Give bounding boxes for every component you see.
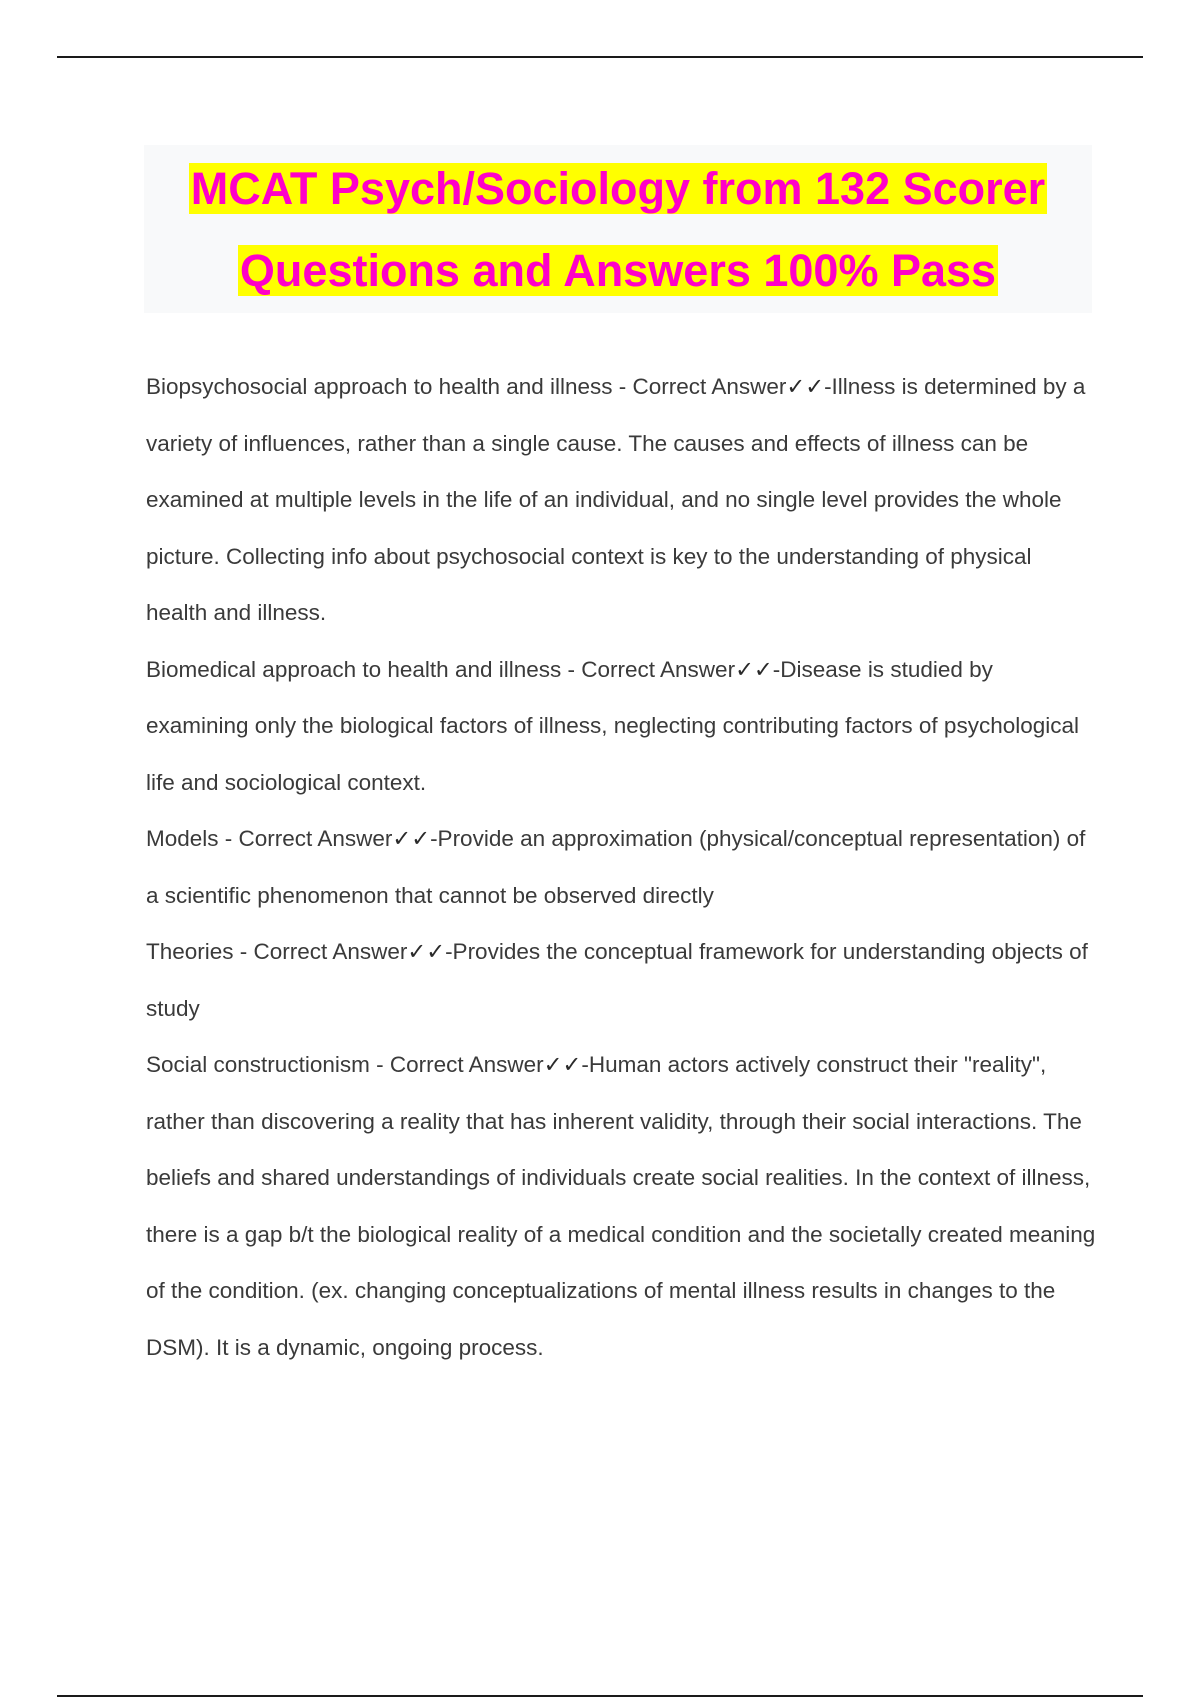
qa-list bbox=[146, 359, 1096, 1376]
bottom-rule bbox=[57, 1695, 1143, 1697]
qa-separator: - Correct Answer bbox=[612, 374, 787, 399]
qa-answer: -Disease is studied by examining only the biological factors of illness, neglecting contributing factors of psychological life and sociological context. bbox=[146, 656, 1080, 795]
qa-separator: - Correct Answer bbox=[369, 1052, 544, 1077]
qa-separator: - Correct Answer bbox=[218, 826, 393, 851]
checkmark-icon: ✓✓ bbox=[786, 374, 825, 399]
title-line-1-text: MCAT Psych/Sociology from 132 Scorer bbox=[190, 163, 1046, 214]
qa-entry-biopsychosocial bbox=[146, 359, 1096, 642]
qa-term: Biopsychosocial approach to health and illness bbox=[146, 374, 613, 399]
qa-answer: -Provide an approximation (physical/conceptual representation) of a scientific phenomenon that cannot be observed directly bbox=[146, 826, 1086, 908]
qa-answer: -Illness is determined by a variety of influences, rather than a single cause. The causes and effects of illness can be examined at multiple levels in the life of an individual, and no single level provides the whole picture. Collecting info about psychosocial context is key to the understanding of physical health and illness. bbox=[146, 374, 1086, 625]
top-rule bbox=[57, 56, 1143, 58]
checkmark-icon: ✓✓ bbox=[392, 826, 431, 851]
qa-separator: - Correct Answer bbox=[233, 939, 408, 964]
title-line-1 bbox=[144, 148, 1092, 230]
qa-answer: -Human actors actively construct their "reality", rather than discovering a reality that has inherent validity, through their social interactions. The beliefs and shared understandings of individuals create social realities. In the context of illness, there is a gap b/t the biological reality of a medical condition and the societally created meaning of the condition. (ex. changing conceptualizations of mental illness results in changes to the DSM). It is a dynamic, ongoing process. bbox=[146, 1052, 1096, 1360]
qa-entry-biomedical bbox=[146, 642, 1096, 812]
qa-term: Social constructionism bbox=[146, 1052, 370, 1077]
qa-entry-social-constructionism bbox=[146, 1037, 1096, 1376]
title-line-2 bbox=[144, 230, 1092, 312]
checkmark-icon: ✓✓ bbox=[543, 1052, 582, 1077]
qa-term: Biomedical approach to health and illness bbox=[146, 656, 562, 682]
qa-answer: -Provides the conceptual framework for understanding objects of study bbox=[146, 939, 1088, 1021]
title-block bbox=[144, 145, 1092, 313]
checkmark-icon: ✓✓ bbox=[407, 939, 446, 964]
title-line-2-text: Questions and Answers 100% Pass bbox=[239, 245, 997, 296]
checkmark-icon: ✓✓ bbox=[735, 656, 773, 682]
qa-term: Theories bbox=[146, 939, 234, 964]
qa-entry-models bbox=[146, 811, 1096, 924]
qa-separator: - Correct Answer bbox=[561, 656, 736, 682]
qa-term: Models bbox=[146, 826, 219, 851]
qa-entry-theories bbox=[146, 924, 1096, 1037]
